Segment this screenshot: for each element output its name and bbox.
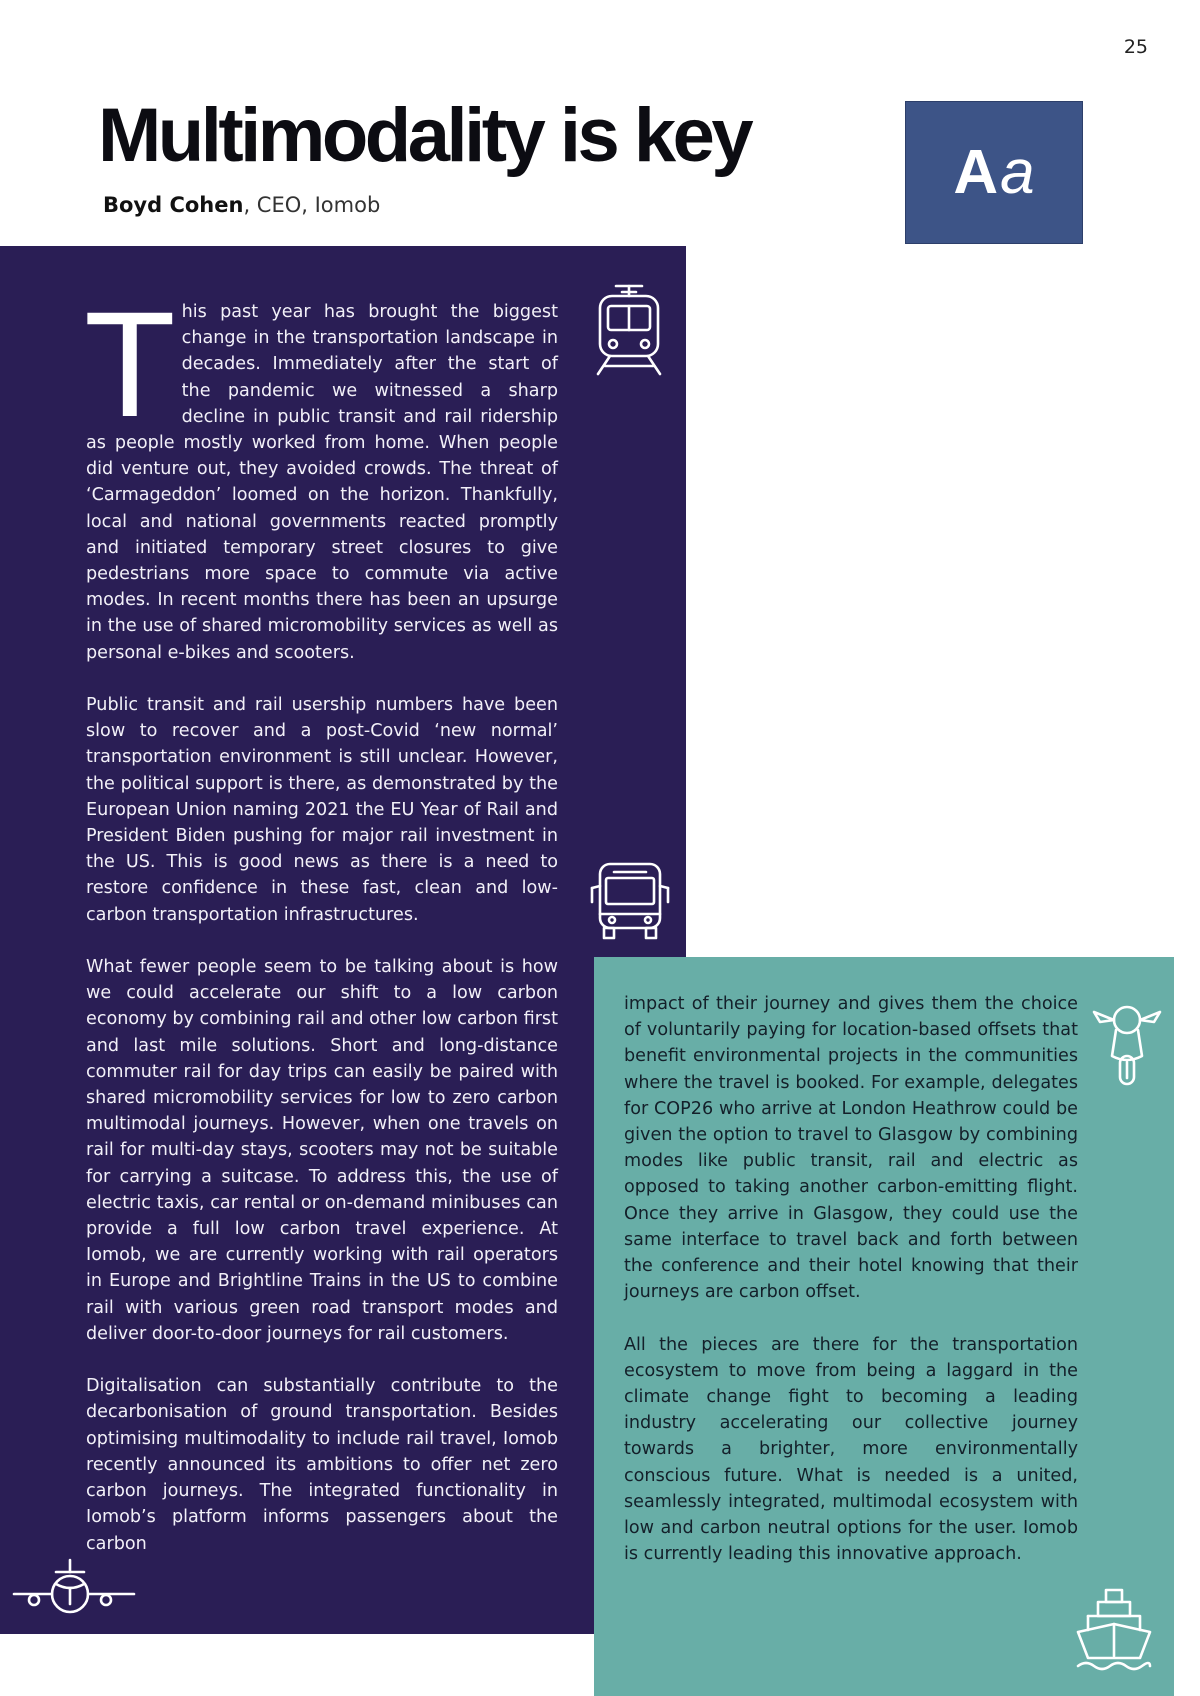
author-role: , CEO, Iomob [243,193,381,217]
bus-icon [588,860,672,944]
article-right-column [624,991,1078,1594]
tram-icon [594,282,664,378]
article-paragraph: Public transit and rail usership numbers have been slow to recover and a post-Covid ‘new normal’ transportation environment is still unclear. However, the political support is there, as demonstrated by the European Union naming 2021 the EU Year of Rail and President Biden pushing for major rail investment in the US. This is good news as there is a need to restore confidence in these fast, clean and low-carbon transportation infrastructures. [86,695,558,925]
page-title: Multimodality is key [98,93,751,178]
author-name: Boyd Cohen [103,193,244,217]
drop-cap: T [84,280,176,448]
article-paragraph: impact of their journey and gives them the choice of voluntarily paying for location-based offsets that benefit environmental projects in the communities where the travel is booked. For example, delegates for COP26 who arrive at London Heathrow could be given the option to travel to Glasgow by combining modes like public transit, rail and electric as opposed to taking another carbon-emitting flight. Once they arrive in Glasgow, they could use the same interface to travel back and forth between the conference and their hotel knowing that their journeys are carbon offset. [624,994,1078,1303]
article-paragraph: What fewer people seem to be talking about is how we could accelerate our shift to a low carbon economy by combining rail and other low carbon first and last mile solutions. Short and long-distance commuter rail for day trips can easily be paired with shared micromobility services for low to zero carbon multimodal journeys. However, when one travels on rail for multi-day stays, scooters may not be suitable for carrying a suitcase. To address this, the use of electric taxis, car rental or on-demand minibuses can provide a full low carbon travel experience. At Iomob, we are currently working with rail operators in Europe and Brightline Trains in the US to combine rail with various green road transport modes and deliver door-to-door journeys for rail customers. [86,957,558,1344]
article-paragraph: Digitalisation can substantially contribute to the decarbonisation of ground transportation. Besides optimising multimodality to include rail travel, Iomob recently announced its ambitions to offer net zero carbon journeys. The integrated functionality in Iomob’s platform informs passengers about the carbon [86,1376,558,1554]
article-paragraph: This past year has brought the biggest change in the transportation landscape in decades. Immediately after the start of the pandemic we witnessed a sharp decline in public transit and rail ridership as people mostly worked from home. When people did venture out, they avoided crowds. The threat of ‘Carmageddon’ loomed on the horizon. Thankfully, local and national governments reacted promptly and initiated temporary street closures to give pedestrians more space to commute via active modes. In recent months there has been an upsurge in the use of shared micromobility services as well as personal e-bikes and scooters. [84,280,558,663]
typography-logo [905,101,1083,244]
logo-letter-upper: A [953,138,999,207]
article-left-column [84,280,558,1583]
article-paragraph: All the pieces are there for the transportation ecosystem to move from being a laggard in the climate change fight to becoming a leading industry accelerating our collective journey towards a brighter, more environmentally conscious future. What is needed is a united, seamlessly integrated, multimodal ecosystem with low and carbon neutral options for the user. Iomob is currently leading this innovative approach. [624,1334,1078,1565]
page-number: 25 [1123,36,1148,58]
ship-icon [1074,1586,1154,1674]
byline [103,193,380,217]
airplane-icon [12,1556,136,1622]
logo-letter-lower: a [1000,138,1035,207]
scooter-icon [1090,1000,1164,1090]
